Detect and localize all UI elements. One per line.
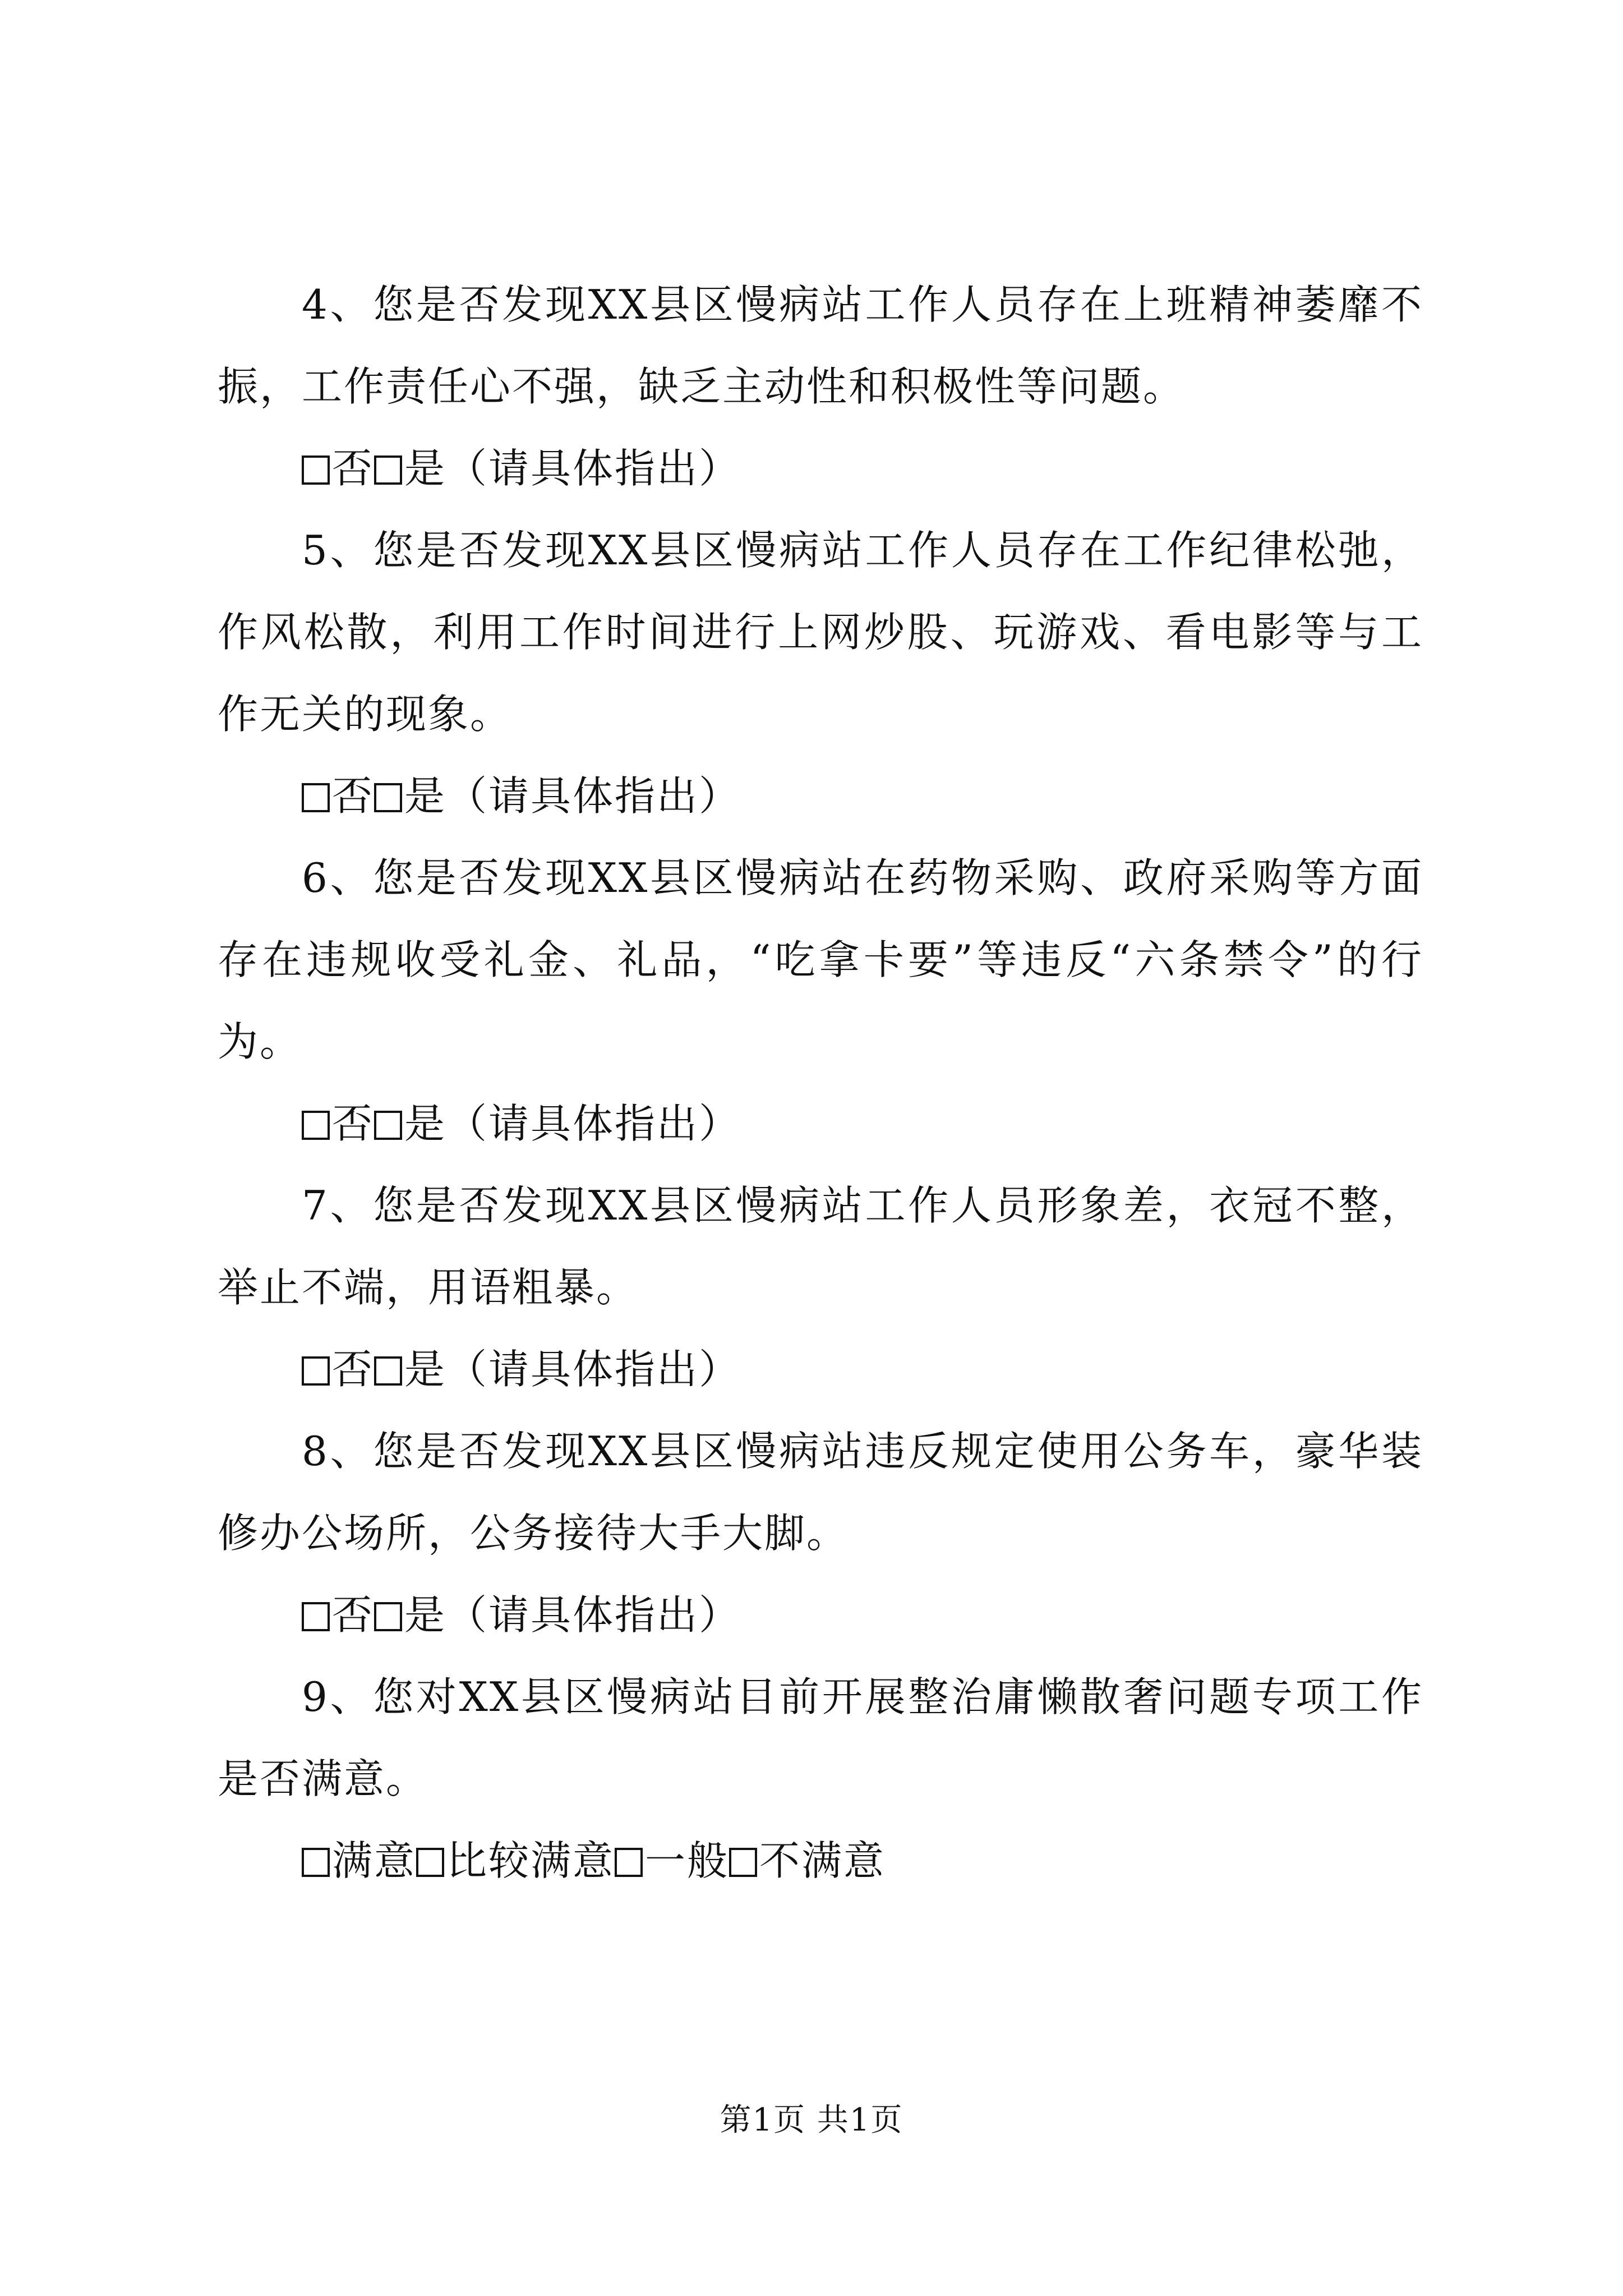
question-4: 4、您是否发现XX县区慢病站工作人员存在上班精神萎靡不振，工作责任心不强，缺乏主动性和积极性等问题。 [218,281,1423,410]
checkbox[interactable] [374,1602,402,1631]
checkbox[interactable] [615,1848,643,1877]
option-yes[interactable] [374,1574,741,1656]
options-question-6 [218,1083,1423,1165]
option-dissatisfied[interactable] [729,1820,886,1902]
checkbox[interactable] [416,1848,444,1877]
option-no[interactable] [302,1328,374,1410]
checkbox[interactable] [302,455,330,485]
question-8: 8、您是否发现XX县区慢病站违反规定使用公务车，豪华装修办公场所，公务接待大手大脚。 [218,1428,1423,1557]
option-label: 是（请具体指出） [404,1591,741,1639]
question-7: 7、您是否发现XX县区慢病站工作人员形象差，衣冠不整，举止不端，用语粗暴。 [218,1182,1423,1311]
options-question-5 [218,755,1423,837]
page-number-footer: 第1页 共1页 [720,2102,903,2138]
option-average[interactable] [615,1820,729,1902]
option-label: 是（请具体指出） [404,1100,741,1147]
option-label: 否 [332,1346,375,1393]
option-yes[interactable] [374,755,741,837]
option-yes[interactable] [374,427,741,509]
option-label: 否 [332,1591,375,1639]
option-no[interactable] [302,1574,374,1656]
option-label: 是（请具体指出） [404,445,741,492]
questionnaire [218,264,1423,1902]
option-label: 不满意 [759,1837,886,1884]
options-question-8 [218,1574,1423,1656]
options-question-7 [218,1328,1423,1410]
option-label: 否 [332,445,375,492]
option-label: 是（请具体指出） [404,1346,741,1393]
checkbox[interactable] [374,1111,402,1140]
option-no[interactable] [302,1083,374,1165]
option-label: 否 [332,1100,375,1147]
option-satisfied[interactable] [302,1820,416,1902]
checkbox[interactable] [374,783,402,812]
option-fairly-satisfied[interactable] [416,1820,615,1902]
checkbox[interactable] [302,1356,330,1386]
checkbox[interactable] [374,1356,402,1386]
option-label: 满意 [332,1837,417,1884]
option-yes[interactable] [374,1328,741,1410]
checkbox[interactable] [374,455,402,485]
options-question-4 [218,427,1423,509]
question-9: 9、您对XX县区慢病站目前开展整治庸懒散奢问题专项工作是否满意。 [218,1673,1423,1802]
checkbox[interactable] [302,1848,330,1877]
question-5: 5、您是否发现XX县区慢病站工作人员存在工作纪律松弛，作风松散，利用工作时间进行上网炒股、玩游戏、看电影等与工作无关的现象。 [218,527,1423,738]
checkbox[interactable] [302,1602,330,1631]
option-label: 一般 [645,1837,730,1884]
checkbox[interactable] [302,783,330,812]
checkbox[interactable] [302,1111,330,1140]
checkbox[interactable] [729,1848,757,1877]
question-6: 6、您是否发现XX县区慢病站在药物采购、政府采购等方面存在违规收受礼金、礼品，“吃拿卡要”等违反“六条禁令”的行为。 [218,854,1423,1065]
option-no[interactable] [302,755,374,837]
option-no[interactable] [302,427,374,509]
options-question-9 [218,1820,1423,1902]
option-yes[interactable] [374,1083,741,1165]
option-label: 是（请具体指出） [404,772,741,820]
option-label: 比较满意 [446,1837,615,1884]
option-label: 否 [332,772,375,820]
